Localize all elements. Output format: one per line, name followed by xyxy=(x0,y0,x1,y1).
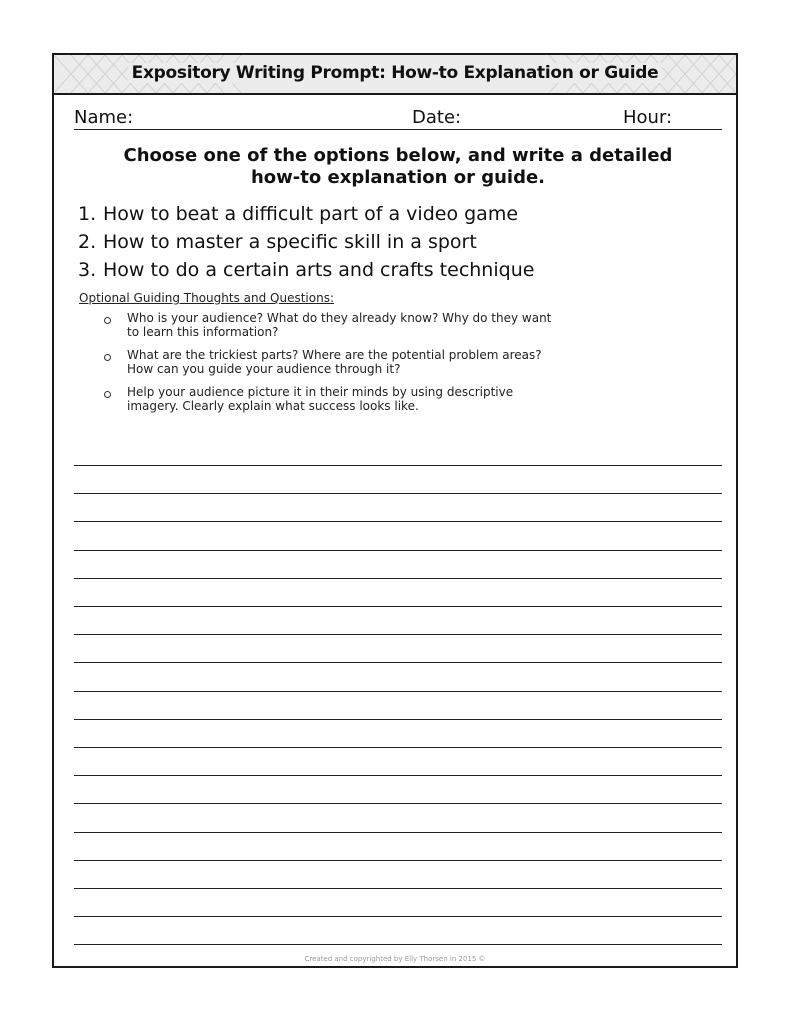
writing-line[interactable] xyxy=(74,550,722,551)
writing-line[interactable] xyxy=(74,606,722,607)
option-number: 1. xyxy=(78,203,97,225)
writing-line[interactable] xyxy=(74,832,722,833)
writing-line[interactable] xyxy=(74,493,722,494)
writing-line[interactable] xyxy=(74,662,722,663)
writing-line[interactable] xyxy=(74,775,722,776)
prompt-option xyxy=(78,256,718,284)
option-text: How to master a specific skill in a sport xyxy=(103,231,477,253)
prompt-option xyxy=(78,228,718,256)
guiding-questions-list xyxy=(104,312,719,423)
guiding-question-line-1: Help your audience picture it in their minds by using descriptive xyxy=(127,385,514,399)
guiding-question xyxy=(104,312,719,339)
worksheet-page xyxy=(52,53,738,968)
writing-line[interactable] xyxy=(74,465,722,466)
instructions xyxy=(74,145,722,189)
option-number: 3. xyxy=(78,259,97,281)
hour-label: Hour: xyxy=(623,107,673,128)
writing-line[interactable] xyxy=(74,803,722,804)
date-label: Date: xyxy=(412,107,462,128)
guiding-question-line-2: imagery. Clearly explain what success looks like. xyxy=(127,398,419,413)
prompt-options-list xyxy=(78,200,718,284)
prompt-option xyxy=(78,200,718,228)
writing-line[interactable] xyxy=(74,916,722,917)
guiding-question-line-2: How can you guide your audience through it? xyxy=(127,361,401,376)
guiding-question-line-1: What are the trickiest parts? Where are the potential problem areas? xyxy=(127,348,542,362)
hollow-bullet-icon xyxy=(104,391,111,398)
hollow-bullet-icon xyxy=(104,317,111,324)
instructions-line-2: how-to explanation or guide. xyxy=(250,167,546,188)
writing-line[interactable] xyxy=(74,634,722,635)
copyright-footer: Created and copyrighted by Elly Thorsen in 2015 © xyxy=(304,955,486,963)
writing-line[interactable] xyxy=(74,521,722,522)
writing-line[interactable] xyxy=(74,944,722,945)
instructions-line-1: Choose one of the options below, and write a detailed xyxy=(123,145,673,166)
writing-line[interactable] xyxy=(74,578,722,579)
guiding-question-line-2: to learn this information? xyxy=(127,324,279,339)
hollow-bullet-icon xyxy=(104,354,111,361)
guiding-question xyxy=(104,386,719,413)
writing-line[interactable] xyxy=(74,747,722,748)
worksheet-title-text: Expository Writing Prompt: How-to Explanation or Guide xyxy=(128,63,663,83)
writing-line[interactable] xyxy=(74,860,722,861)
writing-line[interactable] xyxy=(74,691,722,692)
writing-line[interactable] xyxy=(74,888,722,889)
name-label: Name: xyxy=(74,107,134,128)
guiding-question xyxy=(104,349,719,376)
option-text: How to do a certain arts and crafts technique xyxy=(103,259,535,281)
option-text: How to beat a difficult part of a video game xyxy=(103,203,519,225)
student-info-row xyxy=(74,107,722,130)
guiding-questions-heading: Optional Guiding Thoughts and Questions: xyxy=(79,291,335,305)
writing-line[interactable] xyxy=(74,719,722,720)
worksheet-title xyxy=(54,63,736,83)
title-banner xyxy=(54,55,736,95)
option-number: 2. xyxy=(78,231,97,253)
guiding-question-line-1: Who is your audience? What do they already know? Why do they want xyxy=(127,311,552,325)
